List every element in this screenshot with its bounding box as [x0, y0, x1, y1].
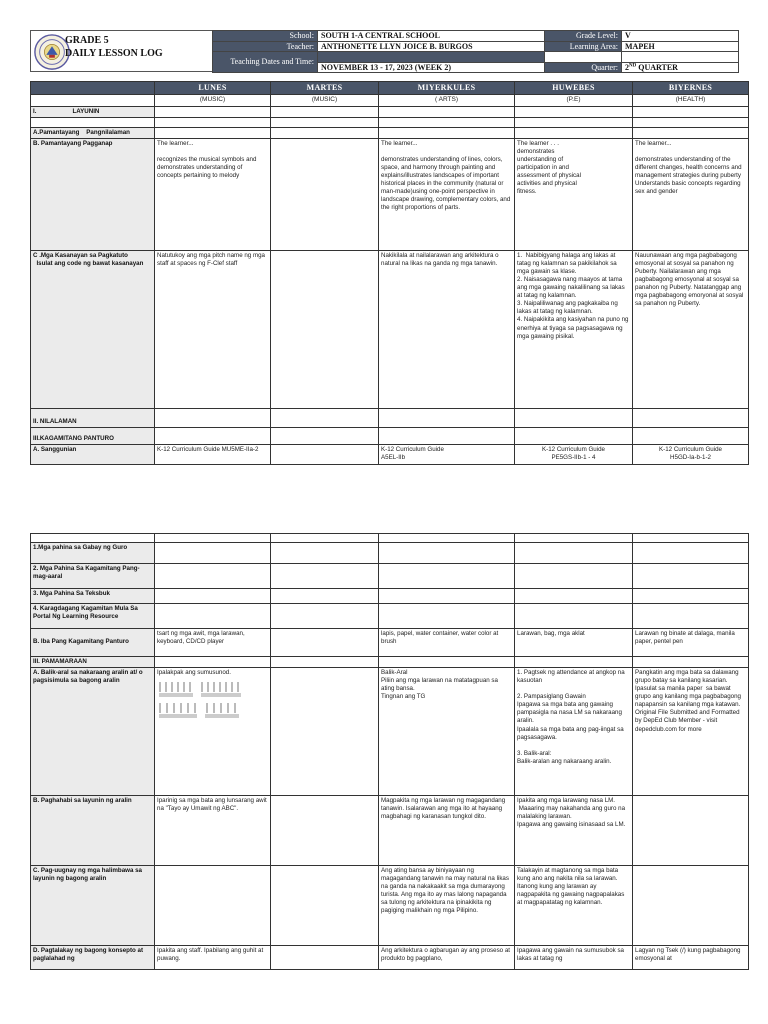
paghahabi-martes: [271, 796, 379, 866]
sanggunian-lunes: K-12 Curriculum Guide MU5ME-IIa-2: [155, 444, 271, 464]
row-label-portal: 4. Karagdagang Kagamitan Mula Sa Portal Ng Learning Resource: [31, 604, 155, 629]
lesson-table-page2: [30, 533, 749, 970]
row-label-pag-uugnay: C. Pag-uugnay ng mga halimbawa sa layunin ng bagong aralin: [31, 866, 155, 946]
lesson-table-page1: [30, 81, 749, 465]
pagganap-huwebes: The learner . . . demonstrates understanding of participation in and assessment of physical activities and physical fitness.: [515, 138, 633, 250]
balik-aral-lunes: [155, 668, 271, 796]
pagtalakay-miyerkules: Ang arkitektura o agbarugan ay ang proseso at produkto bg pagplano,: [379, 946, 515, 970]
quarter-spacer: [545, 52, 622, 63]
day-header-huwebes: HUWEBES: [515, 82, 633, 95]
row-label-balik-aral: A. Balik-aral sa nakaraang aralin at/ o pagsisimula sa bagong aralin: [31, 668, 155, 796]
pagtalakay-biyernes: Lagyan ng Tsek (/) kung pagbabagong emosyonal at: [633, 946, 749, 970]
sanggunian-biyernes: K-12 Curriculum Guide H5GD-Ia-b-1-2: [633, 444, 749, 464]
corner-cell: [31, 82, 155, 95]
pagtalakay-huwebes: Ipagawa ang gawain na sumusubok sa lakas at tatag ng: [515, 946, 633, 970]
header-info-table: [212, 30, 739, 73]
subject-martes: (MUSIC): [271, 95, 379, 106]
rhythm-notes-icon: [157, 680, 247, 698]
layunin-number: I.: [33, 107, 37, 115]
title-box: [30, 30, 214, 72]
quarter-word: QUARTER: [638, 62, 678, 72]
quarter-value: [622, 62, 739, 73]
kasanayan-lunes: Natutukoy ang mga pitch name ng mga staff at spaces ng F-Clef staff: [155, 250, 271, 408]
paghahabi-biyernes: [633, 796, 749, 866]
row-label-kagamitang-panturo: III.KAGAMITANG PANTURO: [31, 427, 155, 444]
dates-spacer: [318, 52, 545, 63]
iba-pang-martes: [271, 629, 379, 657]
learning-area-value: MAPEH: [622, 41, 739, 52]
row-label-paghahabi: B. Paghahabi sa layunin ng aralin: [31, 796, 155, 866]
grade-level-label: Grade Level:: [545, 31, 622, 42]
row-label-teksbuk: 3. Mga Pahina Sa Teksbuk: [31, 589, 155, 604]
pag-uugnay-martes: [271, 866, 379, 946]
row-label-kasanayan: C .Mga Kasanayan sa Pagkatuto Isulat ang code ng bawat kasanayan: [31, 250, 155, 408]
pagganap-lunes: The learner... recognizes the musical symbols and demonstrates understanding of concepts pertaining to melody: [155, 138, 271, 250]
quarter-suffix: ND: [629, 63, 637, 69]
subject-huwebes: (P.E): [515, 95, 633, 106]
pag-uugnay-miyerkules: Ang ating bansa ay biniyayaan ng magagandang tanawin na may natural na likas na ganda na nakakaakit sa mga dumarayong turista. Ang mga ito ay mas lalong napaganda sa tulong ng arkitektura na ipinakikita ng pagiging malikhain ng mga Pilipino.: [379, 866, 515, 946]
teacher-value: ANTHONETTE LLYN JOICE B. BURGOS: [318, 41, 545, 52]
dates-value: NOVEMBER 13 - 17, 2023 (WEEK 2): [318, 62, 545, 73]
quarter-label: Quarter:: [545, 62, 622, 73]
quarter-number: 2: [625, 62, 629, 72]
row-label-layunin: [31, 106, 155, 117]
school-value: SOUTH 1-A CENTRAL SCHOOL: [318, 31, 545, 42]
dates-label: Teaching Dates and Time:: [213, 52, 318, 73]
grade-level-value: V: [622, 31, 739, 42]
subject-lunes: (MUSIC): [155, 95, 271, 106]
learning-area-label: Learning Area:: [545, 41, 622, 52]
lesson-log-header: [30, 30, 748, 74]
pag-uugnay-lunes: [155, 866, 271, 946]
pagganap-martes: [271, 138, 379, 250]
kasanayan-huwebes: 1. Nabibigyang halaga ang lakas at tatag ng kalamnan sa pakikilahok sa mga gawain sa klase. 2. Naisasagawa nang maayos at tama ang mga gawaing nakalilinang sa lakas at tatag ng kalamnan. 3. Naipaliliwanag ang pagkakaiba ng lakas at tatag ng kalamnan. 4. Naipakikita ang kasiyahan na puno ng enerhiya at tiyaga sa pagsasagawa ng mga gawaing pisikal.: [515, 250, 633, 408]
day-header-martes: MARTES: [271, 82, 379, 95]
row-label-pagtalakay: D. Pagtalakay ng bagong konsepto at paglalahad ng: [31, 946, 155, 970]
pag-uugnay-biyernes: [633, 866, 749, 946]
balik-aral-martes: [271, 668, 379, 796]
day-header-lunes: LUNES: [155, 82, 271, 95]
paghahabi-miyerkules: Magpakita ng mga larawan ng magagandang tanawin. Isalarawan ang mga ito at hayaang magbahagi ng karanasan tungkol dito.: [379, 796, 515, 866]
iba-pang-huwebes: Larawan, bag, mga aklat: [515, 629, 633, 657]
balik-aral-lunes-text: Ipalakpak ang sumusunod.: [157, 669, 231, 677]
balik-aral-biyernes: Pangkatin ang mga bata sa dalawang grupo batay sa kanilang kasarian. Ipasulat sa manila paper sa bawat grupo ang kanilang mga pagbabagong napapansin sa kanilang mga katawan. Original File Submitted and Formatted by DepEd Club Member - visit depedclub.com for more: [633, 668, 749, 796]
row-label-pamamaraan: III. PAMAMARAAN: [31, 657, 155, 668]
school-label: School:: [213, 31, 318, 42]
sanggunian-huwebes: K-12 Curriculum Guide PE5GS-IIb-1 - 4: [515, 444, 633, 464]
rhythm-notes-icon: [157, 701, 247, 719]
kasanayan-biyernes: Nauunawaan ang mga pagbabagong emosyonal at sosyal sa panahon ng Puberty. Nailalarawan ang mga pagbabagong emosyonal at sosyal sa panahon ng Puberty. Natatanggap ang mga pagbabagong emoryonal at sosyal sa panahon ng Puberty.: [633, 250, 749, 408]
iba-pang-lunes: tsart ng mga awit, mga larawan, keyboard, CD/CD player: [155, 629, 271, 657]
balik-aral-miyerkules: Balik-Aral Piliin ang mga larawan na matatagpuan sa ating bansa. Tingnan ang TG: [379, 668, 515, 796]
row-label-iba-pang: B. Iba Pang Kagamitang Panturo: [31, 629, 155, 657]
row-label-nilalaman: II. NILALAMAN: [31, 408, 155, 427]
log-title: DAILY LESSON LOG: [65, 48, 163, 59]
quarter-spacer-val: [622, 52, 739, 63]
sanggunian-miyerkules: K-12 Curriculum Guide A5EL-IIb: [379, 444, 515, 464]
kasanayan-martes: [271, 250, 379, 408]
row-label-sanggunian: A. Sanggunian: [31, 444, 155, 464]
row-label-kagamitang-pahina: 2. Mga Pahina Sa Kagamitang Pang-mag-aaral: [31, 564, 155, 589]
teacher-label: Teacher:: [213, 41, 318, 52]
kasanayan-miyerkules: Nakikilala at nailalarawan ang arkitektura o natural na likas na ganda ng mga tanawin.: [379, 250, 515, 408]
subject-row-label: [31, 95, 155, 106]
paghahabi-lunes: Iparinig sa mga bata ang lunsarang awit na "Tayo ay Umawit ng ABC".: [155, 796, 271, 866]
row-label-pamantayang-pagganap: B. Pamantayang Pagganap: [31, 138, 155, 250]
subject-miyerkules: ( ARTS): [379, 95, 515, 106]
pagganap-biyernes: The learner... demonstrates understanding of the different changes, health concerns and management strategies during puberty Understands basic concepts regarding sex and gender: [633, 138, 749, 250]
row-label-gabay: 1.Mga pahina sa Gabay ng Guro: [31, 543, 155, 564]
pagtalakay-martes: [271, 946, 379, 970]
subject-biyernes: (HEALTH): [633, 95, 749, 106]
row-label-pamantayang-pangnilalaman: A.Pamantayang Pangnilalaman: [31, 127, 155, 138]
iba-pang-biyernes: Larawan ng binate at dalaga, manila paper, pentel pen: [633, 629, 749, 657]
day-header-biyernes: BIYERNES: [633, 82, 749, 95]
balik-aral-huwebes: 1. Pagtsek ng attendance at angkop na kasuotan 2. Pampasiglang Gawain Ipagawa sa mga bata ang gawaing pampasigla na nasa LM sa nakaraang aralin. Ipaalala sa mga bata ang pag-iingat sa pagsasagawa. 3. Balik-aral: Balik-aralan ang nakaraang aralin.: [515, 668, 633, 796]
paghahabi-huwebes: Ipakita ang mga larawang nasa LM. Maaaring may nakahanda ang guro na malalaking larawan. Ipagawa ang gawaing isinasaad sa LM.: [515, 796, 633, 866]
pagganap-miyerkules: The learner... demonstrates understanding of lines, colors, space, and harmony through painting and explains/illustrates landscapes of important historical places in the community (natural or man-made)using one-point perspective in landscape drawing, complementary colors, and the right proportions of parts.: [379, 138, 515, 250]
sanggunian-martes: [271, 444, 379, 464]
iba-pang-miyerkules: lapis, papel, water container, water color at brush: [379, 629, 515, 657]
layunin-text: LAYUNIN: [72, 107, 100, 115]
day-header-miyerkules: MIYERKULES: [379, 82, 515, 95]
pag-uugnay-huwebes: Talakayin at magtanong sa mga bata kung ano ang nakita nila sa larawan. Itanong kung ang larawan ay nagpapakita ng gawaing nagpapalakas at magpapatatag ng kalamnan.: [515, 866, 633, 946]
pagtalakay-lunes: Ipakita ang staff. Ipabilang ang guhit at puwang.: [155, 946, 271, 970]
grade-title: GRADE 5: [65, 35, 109, 46]
